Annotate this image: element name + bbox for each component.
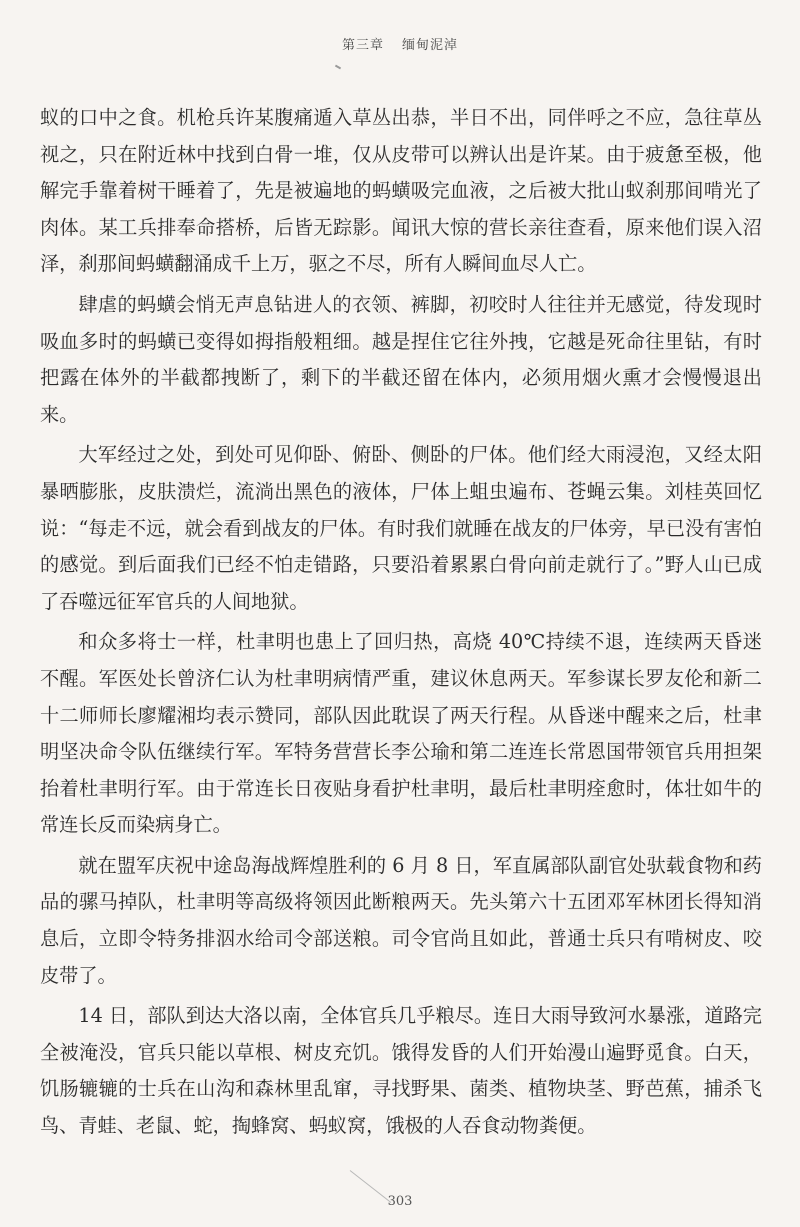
paragraph-2: 肆虐的蚂蟥会悄无声息钻进人的衣领、裤脚，初咬时人往往并无感觉，待发现时吸血多时的蚂蟥已变得如拇指般粗细。越是捏住它往外拽，它越是死命往里钻，有时把露在体外的半截都拽断了，剩下的半截还留在体内，必须用烟火熏才会慢慢退出来。 — [40, 292, 762, 426]
paragraph-6: 14 日，部队到达大洛以南，全体官兵几乎粮尽。连日大雨导致河水暴涨，道路完全被淹没，官兵只能以草根、树皮充饥。饿得发昏的人们开始漫山遍野觅食。白天，饥肠辘辘的士兵在山沟和森林里乱窜，寻找野果、菌类、植物块茎、野芭蕉，捕杀飞鸟、青蛙、老鼠、蛇，掏蜂窝、蚂蚁窝，饿极的人吞食动物粪便。 — [40, 1004, 762, 1138]
body-text — [40, 100, 762, 1145]
running-header — [0, 34, 800, 53]
chapter-number: 第三章 — [341, 38, 384, 53]
chapter-title: 缅甸泥淖 — [402, 38, 459, 53]
paragraph-1: 蚁的口中之食。机枪兵许某腹痛遁入草丛出恭，半日不出，同伴呼之不应，急往草丛视之，只在附近林中找到白骨一堆，仅从皮带可以辨认出是许某。由于疲惫至极，他解完手靠着树干睡着了，先是被遍地的蚂蟥吸完血液，之后被大批山蚁刹那间啃光了肉体。某工兵排奉命搭桥，后皆无踪影。闻讯大惊的营长亲往查看，原来他们误入沼泽，刹那间蚂蟥翻涌成千上万，驱之不尽，所有人瞬间血尽人亡。 — [40, 106, 762, 276]
paragraph-4: 和众多将士一样，杜聿明也患上了回归热，高烧 40℃持续不退，连续两天昏迷不醒。军医处长曾济仁认为杜聿明病情严重，建议休息两天。军参谋长罗友伦和新二十二师师长廖耀湘均表示赞同，部队因此耽误了两天行程。从昏迷中醒来之后，杜聿明坚决命令队伍继续行军。军特务营营长李公瑜和第二连连长常恩国带领官兵用担架抬着杜聿明行军。由于常连长日夜贴身看护杜聿明，最后杜聿明痊愈时，体壮如牛的常连长反而染病身亡。 — [40, 630, 762, 837]
paragraph-3: 大军经过之处，到处可见仰卧、俯卧、侧卧的尸体。他们经大雨浸泡，又经太阳暴晒膨胀，皮肤溃烂，流淌出黑色的液体，尸体上蛆虫遍布、苍蝇云集。刘桂英回忆说：“每走不远，就会看到战友的尸体。有时我们就睡在战友的尸体旁，早已没有害怕的感觉。到后面我们已经不怕走错路，只要沿着累累白骨向前走就行了。”野人山已成了吞噬远征军官兵的人间地狱。 — [40, 443, 762, 613]
header-mark — [335, 65, 341, 70]
paragraph-5: 就在盟军庆祝中途岛海战辉煌胜利的 6 月 8 日，军直属部队副官处驮载食物和药品的骡马掉队，杜聿明等高级将领因此断粮两天。先头第六十五团邓军林团长得知消息后，立即令特务排泅水给司令部送粮。司令官尚且如此，普通士兵只有啃树皮、咬皮带了。 — [40, 853, 762, 987]
page-number: 303 — [387, 1194, 413, 1209]
